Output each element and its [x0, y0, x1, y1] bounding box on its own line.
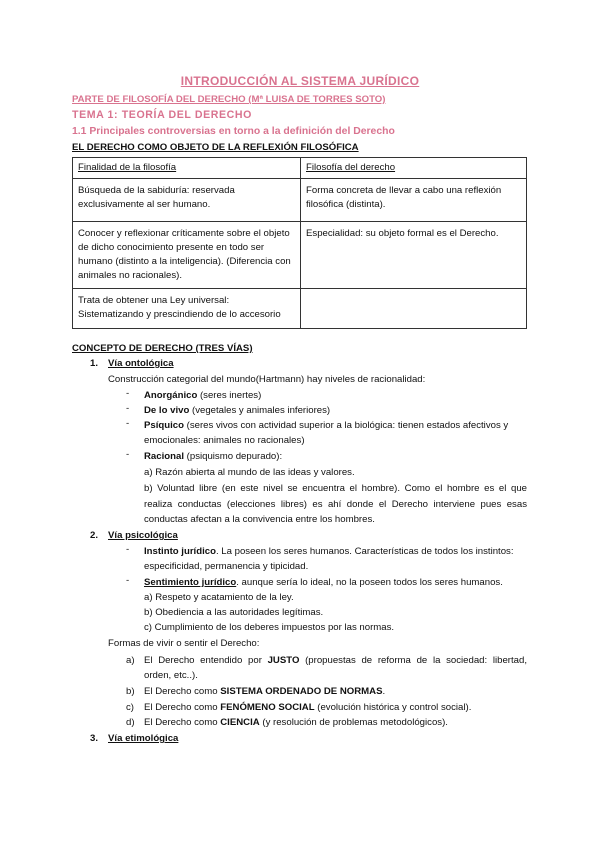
formas-item: El Derecho entendido por JUSTO (propuestas de reforma de la sociedad: libertad, [144, 655, 527, 666]
racional-b-continuation: conductas afectan a la convivencia entre los hombres. [144, 514, 375, 525]
bullet-dash: - [126, 575, 130, 586]
list-letter: b) [126, 686, 135, 697]
list-number: 1. [90, 358, 99, 369]
formas-intro: Formas de vivir o sentir el Derecho: [108, 638, 260, 649]
list-number: 3. [90, 733, 99, 744]
list-number: 2. [90, 530, 99, 541]
table-cell [301, 289, 527, 329]
table-row [73, 222, 527, 289]
list-item: Psíquico (seres vivos con actividad superior a la biológica: tienen estados afectivos y [144, 420, 509, 431]
bullet-dash: - [126, 544, 130, 555]
list-item-continuation: especificidad, permanencia y tipicidad. [144, 561, 309, 572]
list-item: Anorgánico (seres inertes) [144, 390, 262, 401]
racional-a: a) Razón abierta al mundo de las ideas y valores. [144, 467, 355, 478]
section-heading: 1.1 Principales controversias en torno a la definición del Derecho [72, 126, 395, 137]
comparison-table [72, 157, 527, 329]
table-header-cell: Filosofía del derecho [301, 158, 527, 179]
formas-item: El Derecho como FENÓMENO SOCIAL (evolución histórica y control social). [144, 702, 472, 713]
via-psicologica-title: Vía psicológica [108, 530, 178, 541]
table-row [73, 179, 527, 222]
bullet-dash: - [126, 388, 130, 399]
list-item: Sentimiento jurídico. aunque sería lo ideal, no la poseen todos los seres humanos. [144, 577, 503, 588]
list-item: Racional (psiquismo depurado): [144, 451, 283, 462]
document-title: INTRODUCCIÓN AL SISTEMA JURÍDICO [180, 74, 420, 88]
bullet-dash: - [126, 403, 130, 414]
via-ontologica-intro: Construcción categorial del mundo(Hartmann) hay niveles de racionalidad: [108, 374, 426, 385]
table-cell: Forma concreta de llevar a cabo una reflexión filosófica (distinta). [301, 179, 527, 222]
via-ontologica-title: Vía ontológica [108, 358, 174, 369]
list-letter: d) [126, 717, 135, 728]
formas-item: El Derecho como SISTEMA ORDENADO DE NORMAS. [144, 686, 386, 697]
list-letter: a) [126, 655, 135, 666]
list-item: Instinto jurídico. La poseen los seres humanos. Características de todos los instintos: [144, 546, 514, 557]
table-row [73, 289, 527, 329]
table-cell: Especialidad: su objeto formal es el Derecho. [301, 222, 527, 289]
list-item: De lo vivo (vegetales y animales inferiores) [144, 405, 331, 416]
part-heading: PARTE DE FILOSOFÍA DEL DERECHO (Mª LUISA DE TORRES SOTO) [72, 94, 386, 105]
table-cell: Conocer y reflexionar críticamente sobre el objeto de dicho conocimiento presente en todo ser humano (distinto a la inteligencia). (Diferencia con animales no racionales). [73, 222, 301, 289]
concepto-heading: CONCEPTO DE DERECHO (TRES VÍAS) [72, 343, 253, 354]
bullet-dash: - [126, 449, 130, 460]
list-item-continuation: emocionales: animales no racionales) [144, 435, 305, 446]
list-letter: c) [126, 702, 134, 713]
sentimiento-c: c) Cumplimiento de los deberes impuestos por las normas. [144, 622, 395, 633]
sentimiento-a: a) Respeto y acatamiento de la ley. [144, 592, 294, 603]
table-cell: Búsqueda de la sabiduría: reservada exclusivamente al ser humano. [73, 179, 301, 222]
subsection-heading: EL DERECHO COMO OBJETO DE LA REFLEXIÓN FILOSÓFICA [72, 142, 359, 153]
table-header-row [73, 158, 527, 179]
bullet-dash: - [126, 418, 130, 429]
formas-item-continuation: orden, etc..). [144, 670, 198, 681]
table-header-cell: Finalidad de la filosofía [73, 158, 301, 179]
racional-b: b) Voluntad libre (en este nivel se encuentra el hombre). Como el hombre es el que [144, 483, 527, 494]
racional-b-continuation: realiza conductas (elecciones libres) es ahí donde el Derecho interviene pues esas [144, 499, 527, 510]
tema-heading: TEMA 1: TEORÍA DEL DERECHO [72, 109, 253, 121]
formas-item: El Derecho como CIENCIA (y resolución de problemas metodológicos). [144, 717, 448, 728]
via-etimologica-title: Vía etimológica [108, 733, 179, 744]
table-cell: Trata de obtener una Ley universal: Sistematizando y prescindiendo de lo accesorio [73, 289, 301, 329]
sentimiento-b: b) Obediencia a las autoridades legítimas. [144, 607, 324, 618]
